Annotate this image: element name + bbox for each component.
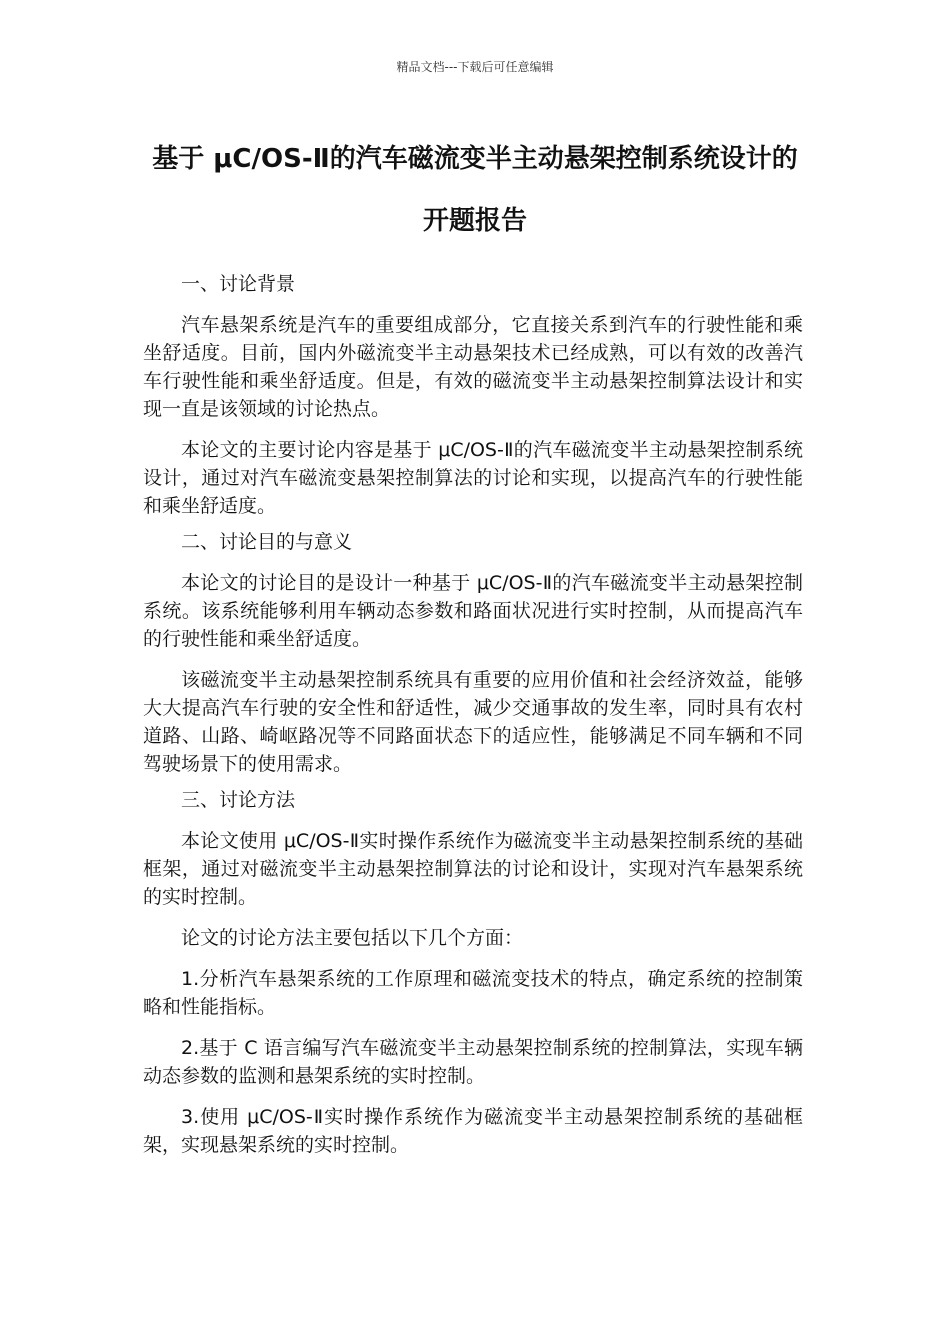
document-title: 基于 μC/OS-Ⅱ的汽车磁流变半主动悬架控制系统设计的开题报告 [152, 144, 798, 236]
paragraph: 汽车悬架系统是汽车的重要组成部分，它直接关系到汽车的行驶性能和乘坐舒适度。目前，国内外磁流变半主动悬架技术已经成熟，可以有效的改善汽车行驶性能和乘坐舒适度。但是，有效的磁流变半主动悬架控制算法设计和实现一直是该领域的讨论热点。 [143, 314, 803, 420]
list-item: 1.分析汽车悬架系统的工作原理和磁流变技术的特点，确定系统的控制策略和性能指标。 [143, 968, 803, 1018]
paragraph: 本论文的讨论目的是设计一种基于 μC/OS-Ⅱ的汽车磁流变半主动悬架控制系统。该系统能够利用车辆动态参数和路面状况进行实时控制，从而提高汽车的行驶性能和乘坐舒适度。 [143, 572, 803, 650]
document-body [143, 270, 803, 1159]
paragraph: 本论文使用 μC/OS-Ⅱ实时操作系统作为磁流变半主动悬架控制系统的基础框架，通过对磁流变半主动悬架控制算法的讨论和设计，实现对汽车悬架系统的实时控制。 [143, 830, 803, 908]
list-item: 2.基于 C 语言编写汽车磁流变半主动悬架控制系统的控制算法，实现车辆动态参数的监测和悬架系统的实时控制。 [143, 1037, 803, 1087]
section-heading-background: 一、讨论背景 [181, 273, 296, 295]
paragraph: 本论文的主要讨论内容是基于 μC/OS-Ⅱ的汽车磁流变半主动悬架控制系统设计，通过对汽车磁流变悬架控制算法的讨论和实现，以提高汽车的行驶性能和乘坐舒适度。 [143, 439, 803, 517]
header-note: 精品文档---下载后可任意编辑 [396, 60, 554, 74]
list-item: 3.使用 μC/OS-Ⅱ实时操作系统作为磁流变半主动悬架控制系统的基础框架，实现悬架系统的实时控制。 [143, 1106, 803, 1156]
paragraph: 论文的讨论方法主要包括以下几个方面： [181, 927, 524, 949]
paragraph: 该磁流变半主动悬架控制系统具有重要的应用价值和社会经济效益，能够大大提高汽车行驶的安全性和舒适性，减少交通事故的发生率，同时具有农村道路、山路、崎岖路况等不同路面状态下的适应性，能够满足不同车辆和不同驾驶场景下的使用需求。 [143, 669, 803, 775]
section-heading-purpose: 二、讨论目的与意义 [181, 531, 353, 553]
section-heading-method: 三、讨论方法 [181, 789, 296, 811]
